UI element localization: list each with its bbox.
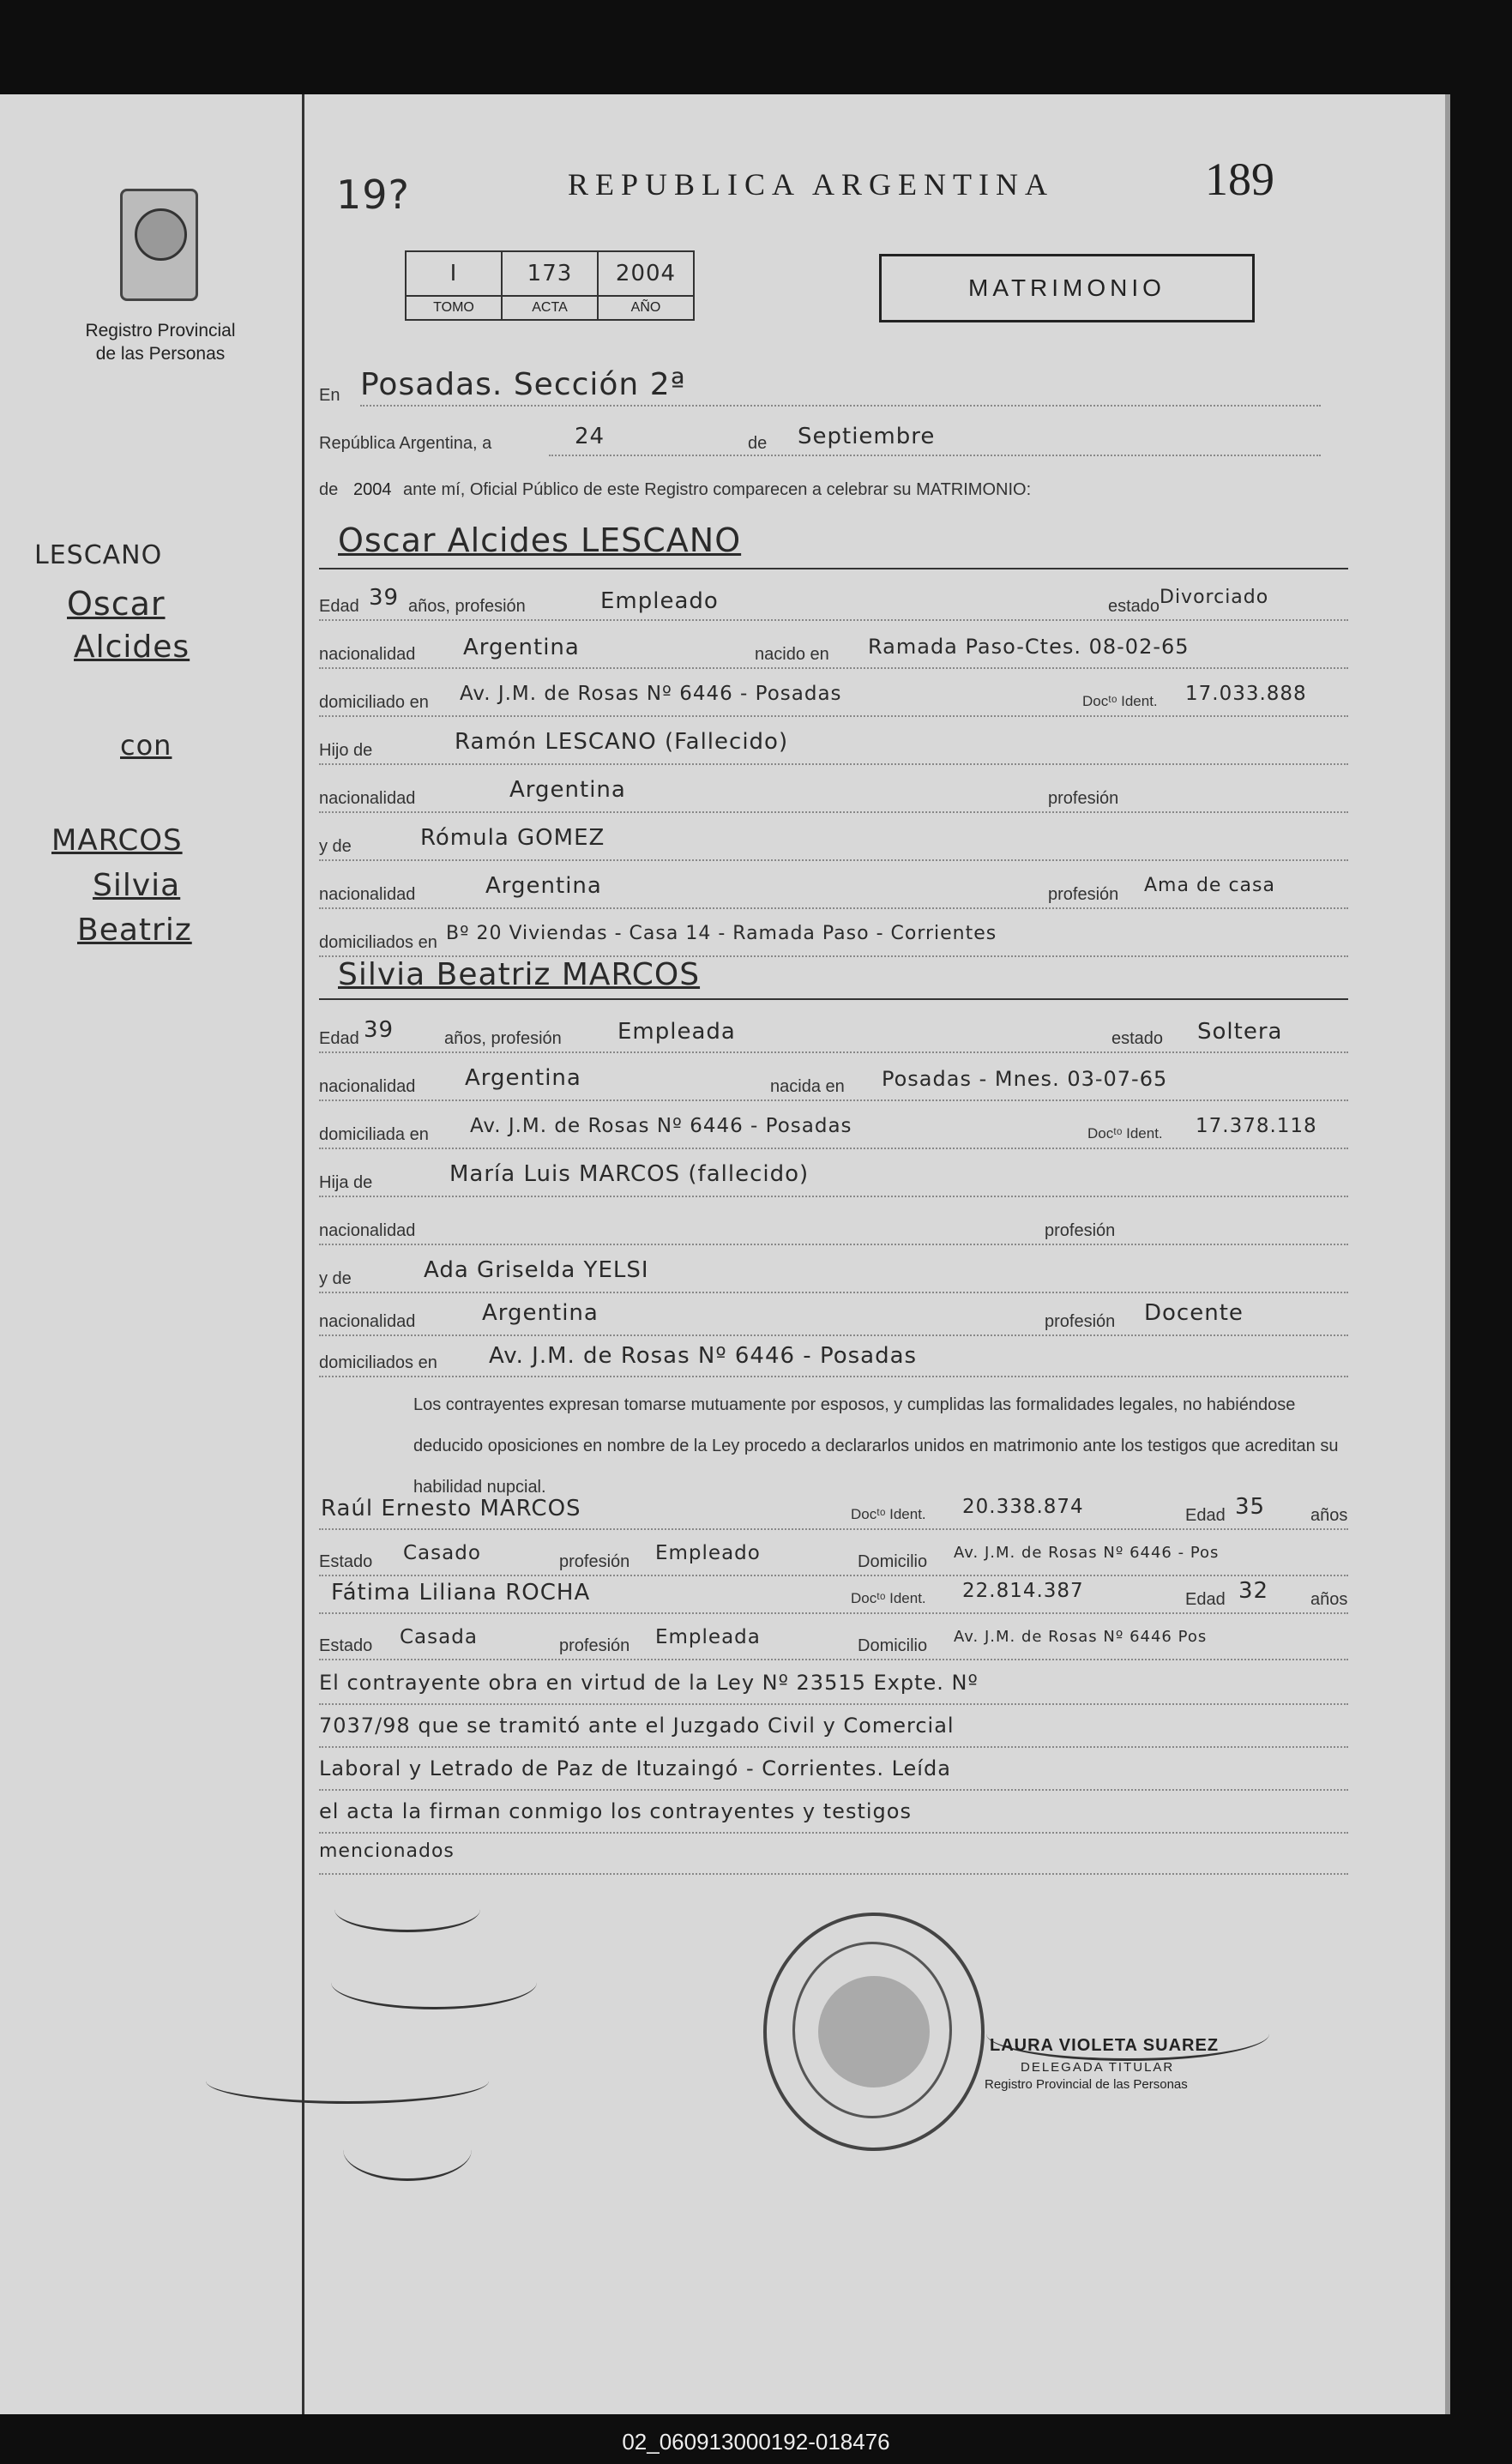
witness2-dom-label: Domicilio — [858, 1636, 928, 1655]
certificate-page — [0, 94, 1450, 2414]
groom-mother-nac-label: nacionalidad — [319, 885, 416, 904]
record-index-table — [405, 250, 695, 321]
bride-father: María Luis MARCOS (fallecido) — [449, 1161, 810, 1187]
bride-hija-label: Hija de — [319, 1173, 373, 1192]
groom-edad: 39 — [369, 585, 400, 611]
groom-mother-prof: Ama de casa — [1144, 875, 1275, 896]
note-line-3: Laboral y Letrado de Paz de Ituzaingó - Corrientes. Leída — [319, 1756, 951, 1780]
bride-mother-prof-label: profesión — [1045, 1312, 1116, 1331]
groom-profesion: Empleado — [600, 588, 719, 614]
groom-father-prof-label: profesión — [1048, 789, 1119, 808]
official-name: LAURA VIOLETA SUAREZ — [990, 2036, 1220, 2055]
bride-profesion: Empleada — [617, 1019, 736, 1045]
witness1-prof-label: profesión — [559, 1552, 630, 1571]
note-line-4: el acta la firman conmigo los contrayentes y testigos — [319, 1799, 912, 1823]
signature-2 — [331, 1955, 537, 2009]
margin-given2b: Beatriz — [77, 913, 192, 948]
groom-parents-dom: Bº 20 Viviendas - Casa 14 - Ramada Paso - Corrientes — [446, 923, 997, 944]
declaration-text: Los contrayentes expresan tomarse mutuamente por esposos, y cumplidas las formalidades legales, no habiéndose deducido oposiciones en nombre de la Ley procedo a declararlos unidos en matrimonio ante los testigos que acreditan su habilidad nupcial. — [413, 1395, 1339, 1497]
groom-father-nac: Argentina — [509, 777, 626, 803]
bride-doc-label: Docᵗᵒ Ident. — [1087, 1125, 1163, 1142]
bride-parents-dom: Av. J.M. de Rosas Nº 6446 - Posadas — [489, 1343, 918, 1369]
groom-mother-nac: Argentina — [485, 873, 602, 899]
margin-given1a: Oscar — [67, 585, 166, 623]
margin-con: con — [120, 729, 172, 762]
groom-nacido: Ramada Paso-Ctes. 08-02-65 — [868, 635, 1190, 659]
witness2-anos-label: años — [1310, 1590, 1348, 1609]
record-type-box: MATRIMONIO — [879, 254, 1255, 322]
groom-name: Oscar Alcides LESCANO — [338, 521, 742, 559]
bride-nacida: Posadas - Mnes. 03-07-65 — [882, 1067, 1168, 1091]
witness1-doc-label: Docᵗᵒ Ident. — [851, 1506, 926, 1522]
signature-1 — [334, 1887, 480, 1932]
witness1-estado: Casado — [403, 1542, 481, 1564]
place-value: Posadas. Sección 2ª — [360, 367, 686, 402]
tomo-value: I — [406, 251, 502, 296]
witness1-domicilio: Av. J.M. de Rosas Nº 6446 - Pos — [954, 1544, 1220, 1562]
groom-doc: 17.033.888 — [1185, 683, 1307, 705]
margin-surname2: MARCOS — [51, 823, 183, 858]
bride-father-prof-label: profesión — [1045, 1221, 1116, 1240]
bride-estado-label: estado — [1111, 1029, 1164, 1048]
bride-mother: Ada Griselda YELSI — [424, 1257, 649, 1283]
bride-mother-nac: Argentina — [482, 1300, 599, 1326]
official-seal-icon — [763, 1913, 985, 2151]
bride-estado: Soltera — [1197, 1019, 1283, 1045]
witness1-dom-label: Domicilio — [858, 1552, 928, 1571]
month-value: Septiembre — [798, 424, 936, 449]
note-line-2: 7037/98 que se tramitó ante el Juzgado Civil y Comercial — [319, 1714, 955, 1738]
groom-estado: Divorciado — [1160, 587, 1269, 608]
bride-dom-label: domiciliada en — [319, 1125, 429, 1144]
de-label: de — [748, 434, 768, 453]
bride-nac-label: nacionalidad — [319, 1077, 416, 1096]
handwritten-note: 19? — [336, 172, 410, 218]
groom-yde-label: y de — [319, 837, 352, 856]
witness1-doc: 20.338.874 — [962, 1496, 1084, 1518]
bride-mother-prof: Docente — [1144, 1300, 1244, 1326]
acta-value: 173 — [502, 251, 598, 296]
witness2-prof-label: profesión — [559, 1636, 630, 1655]
bride-doc: 17.378.118 — [1196, 1115, 1317, 1137]
province-emblem-icon — [120, 189, 198, 301]
note-line-5: mencionados — [319, 1840, 455, 1862]
bride-yde-label: y de — [319, 1269, 352, 1288]
acta-label: ACTA — [502, 296, 598, 320]
bride-parents-dom-label: domiciliados en — [319, 1353, 437, 1372]
groom-dom-label: domiciliado en — [319, 693, 429, 712]
note-line-1: El contrayente obra en virtud de la Ley Nº 23515 Expte. Nº — [319, 1671, 979, 1695]
bride-name: Silvia Beatriz MARCOS — [338, 957, 701, 992]
groom-parents-dom-label: domiciliados en — [319, 933, 437, 952]
witness2-estado-label: Estado — [319, 1636, 373, 1655]
witness2-profesion: Empleada — [655, 1626, 761, 1648]
bride-prof-label: años, profesión — [444, 1029, 562, 1048]
groom-estado-label: estado — [1108, 597, 1160, 616]
bride-domicilio: Av. J.M. de Rosas Nº 6446 - Posadas — [470, 1115, 852, 1137]
groom-father-nac-label: nacionalidad — [319, 789, 416, 808]
official-org: Registro Provincial de las Personas — [985, 2077, 1188, 2092]
country-title: REPUBLICA ARGENTINA — [568, 167, 1055, 202]
witness1-edad-label: Edad — [1185, 1506, 1226, 1525]
signature-4 — [343, 2118, 472, 2181]
statement-label: ante mí, Oficial Público de este Registro comparecen a celebrar su MATRIMONIO: — [403, 480, 1032, 499]
image-id-footer: 02_060913000192-018476 — [622, 2429, 890, 2455]
groom-nac-label: nacionalidad — [319, 645, 416, 664]
republica-label: República Argentina, a — [319, 434, 492, 453]
witness2-doc-label: Docᵗᵒ Ident. — [851, 1590, 926, 1606]
witness1-edad: 35 — [1235, 1494, 1266, 1520]
groom-mother: Rómula GOMEZ — [420, 825, 605, 851]
witness2-doc: 22.814.387 — [962, 1580, 1084, 1602]
bride-nacida-label: nacida en — [770, 1077, 845, 1096]
groom-doc-label: Docᵗᵒ Ident. — [1082, 693, 1158, 709]
witness2-edad: 32 — [1238, 1578, 1269, 1604]
groom-edad-label: Edad — [319, 597, 359, 616]
margin-given2a: Silvia — [93, 868, 181, 903]
bride-edad: 39 — [364, 1017, 395, 1043]
bride-mother-nac-label: nacionalidad — [319, 1312, 416, 1331]
official-title: DELEGADA TITULAR — [1021, 2060, 1175, 2075]
anio-label: AÑO — [598, 296, 694, 320]
witness1-name: Raúl Ernesto MARCOS — [321, 1496, 581, 1521]
witness2-name: Fátima Liliana ROCHA — [331, 1580, 591, 1606]
registry-label: Registro Provincial de las Personas — [85, 321, 236, 364]
witness2-edad-label: Edad — [1185, 1590, 1226, 1609]
groom-hijo-label: Hijo de — [319, 741, 373, 760]
margin-surname1: LESCANO — [34, 540, 163, 570]
witness1-anos-label: años — [1310, 1506, 1348, 1525]
witness1-profesion: Empleado — [655, 1542, 761, 1564]
groom-domicilio: Av. J.M. de Rosas Nº 6446 - Posadas — [460, 683, 842, 705]
groom-mother-prof-label: profesión — [1048, 885, 1119, 904]
groom-nacionalidad: Argentina — [463, 635, 580, 660]
groom-prof-label: años, profesión — [408, 597, 526, 616]
bride-nacionalidad: Argentina — [465, 1065, 581, 1091]
year-prefix-label: de — [319, 480, 339, 499]
page-number: 189 — [1205, 154, 1274, 205]
en-label: En — [319, 386, 340, 405]
witness1-estado-label: Estado — [319, 1552, 373, 1571]
groom-father: Ramón LESCANO (Fallecido) — [455, 729, 789, 755]
bride-father-nac-label: nacionalidad — [319, 1221, 416, 1240]
day-value: 24 — [575, 424, 605, 449]
margin-given1b: Alcides — [74, 630, 190, 665]
anio-value: 2004 — [598, 251, 694, 296]
signature-3 — [206, 2058, 489, 2104]
year-value: 2004 — [353, 480, 392, 499]
tomo-label: TOMO — [406, 296, 502, 320]
witness2-estado: Casada — [400, 1626, 478, 1648]
bride-edad-label: Edad — [319, 1029, 359, 1048]
witness2-domicilio: Av. J.M. de Rosas Nº 6446 Pos — [954, 1628, 1208, 1646]
groom-nacido-label: nacido en — [755, 645, 829, 664]
